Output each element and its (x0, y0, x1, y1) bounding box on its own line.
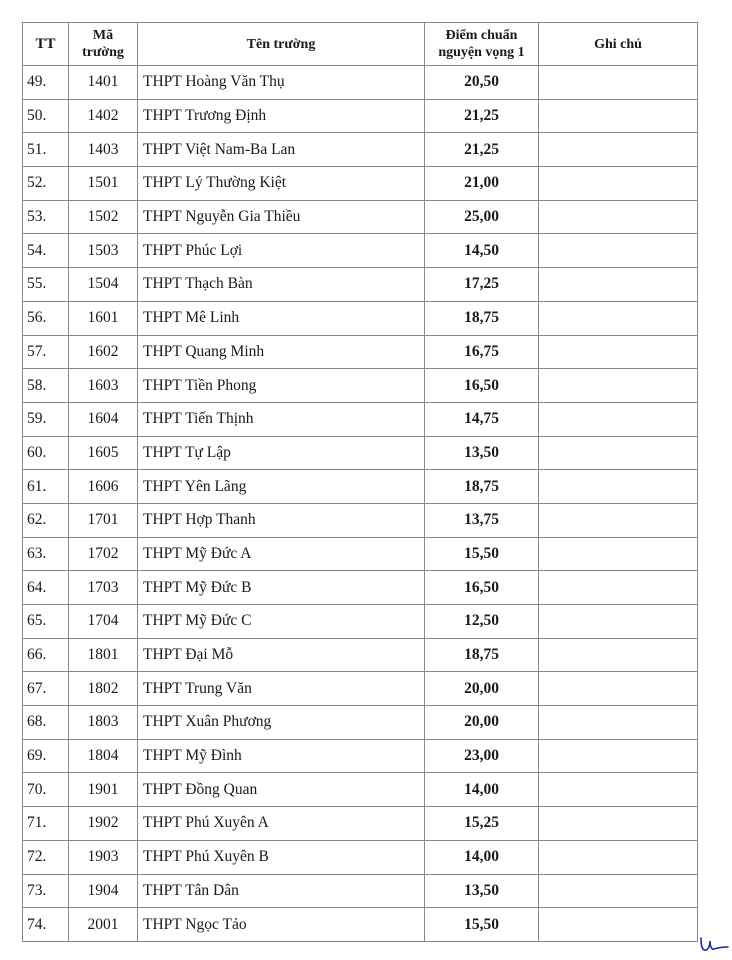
header-tt: TT (23, 23, 69, 66)
table-row (23, 66, 698, 100)
row-note (539, 470, 698, 504)
table-row (23, 470, 698, 504)
row-score: 16,75 (425, 335, 539, 369)
row-school-code: 1901 (69, 773, 138, 807)
row-school-code: 1702 (69, 537, 138, 571)
row-school-name: THPT Hoàng Văn Thụ (138, 66, 425, 100)
row-note (539, 571, 698, 605)
row-note (539, 503, 698, 537)
row-note (539, 908, 698, 942)
row-school-code: 1704 (69, 605, 138, 639)
table-row (23, 537, 698, 571)
row-school-name: THPT Phú Xuyên B (138, 840, 425, 874)
table-header-row (23, 23, 698, 66)
table-row (23, 133, 698, 167)
row-school-code: 1401 (69, 66, 138, 100)
row-school-code: 1701 (69, 503, 138, 537)
row-school-name: THPT Mỹ Đình (138, 739, 425, 773)
signature-mark (698, 933, 730, 955)
row-school-code: 1606 (69, 470, 138, 504)
row-school-code: 1601 (69, 301, 138, 335)
row-tt: 62. (23, 503, 69, 537)
row-note (539, 706, 698, 740)
row-school-code: 1504 (69, 268, 138, 302)
table-body (23, 66, 698, 942)
row-note (539, 840, 698, 874)
header-ghi-chu: Ghi chú (539, 23, 698, 66)
row-score: 13,50 (425, 874, 539, 908)
row-note (539, 167, 698, 201)
row-school-name: THPT Thạch Bàn (138, 268, 425, 302)
row-tt: 53. (23, 200, 69, 234)
row-tt: 73. (23, 874, 69, 908)
row-school-name: THPT Mỹ Đức A (138, 537, 425, 571)
table-row (23, 874, 698, 908)
row-note (539, 739, 698, 773)
header-diem-line2: nguyện vọng 1 (438, 45, 525, 60)
row-school-name: THPT Tiền Phong (138, 369, 425, 403)
row-note (539, 773, 698, 807)
row-score: 23,00 (425, 739, 539, 773)
row-score: 14,00 (425, 773, 539, 807)
row-school-code: 1503 (69, 234, 138, 268)
row-tt: 56. (23, 301, 69, 335)
row-tt: 57. (23, 335, 69, 369)
row-tt: 61. (23, 470, 69, 504)
row-school-name: THPT Tân Dân (138, 874, 425, 908)
row-school-code: 1903 (69, 840, 138, 874)
row-note (539, 234, 698, 268)
row-school-code: 1801 (69, 638, 138, 672)
row-note (539, 807, 698, 841)
row-tt: 71. (23, 807, 69, 841)
row-score: 16,50 (425, 369, 539, 403)
header-ma-truong (69, 23, 138, 66)
row-school-code: 1703 (69, 571, 138, 605)
row-note (539, 436, 698, 470)
row-school-code: 1603 (69, 369, 138, 403)
row-score: 20,50 (425, 66, 539, 100)
table-row (23, 638, 698, 672)
header-ten-truong: Tên trường (138, 23, 425, 66)
row-note (539, 335, 698, 369)
row-school-name: THPT Tiến Thịnh (138, 402, 425, 436)
row-school-code: 1403 (69, 133, 138, 167)
row-tt: 66. (23, 638, 69, 672)
row-school-name: THPT Việt Nam-Ba Lan (138, 133, 425, 167)
row-tt: 51. (23, 133, 69, 167)
row-tt: 52. (23, 167, 69, 201)
row-school-name: THPT Yên Lãng (138, 470, 425, 504)
row-score: 14,50 (425, 234, 539, 268)
row-school-code: 1803 (69, 706, 138, 740)
row-score: 25,00 (425, 200, 539, 234)
row-school-name: THPT Trương Định (138, 99, 425, 133)
row-school-code: 1604 (69, 402, 138, 436)
row-tt: 65. (23, 605, 69, 639)
row-school-name: THPT Mỹ Đức C (138, 605, 425, 639)
row-tt: 59. (23, 402, 69, 436)
row-school-name: THPT Mê Linh (138, 301, 425, 335)
row-score: 16,50 (425, 571, 539, 605)
header-diem-line1: Điểm chuẩn (445, 28, 518, 43)
row-school-name: THPT Tự Lập (138, 436, 425, 470)
row-note (539, 672, 698, 706)
row-tt: 68. (23, 706, 69, 740)
row-school-code: 2001 (69, 908, 138, 942)
row-tt: 58. (23, 369, 69, 403)
row-tt: 60. (23, 436, 69, 470)
table-row (23, 369, 698, 403)
header-ma-truong-line2: trường (82, 45, 124, 60)
row-tt: 64. (23, 571, 69, 605)
admission-score-table (22, 22, 698, 942)
row-score: 12,50 (425, 605, 539, 639)
row-tt: 54. (23, 234, 69, 268)
row-note (539, 369, 698, 403)
row-school-code: 1605 (69, 436, 138, 470)
row-note (539, 402, 698, 436)
row-tt: 74. (23, 908, 69, 942)
table-row (23, 503, 698, 537)
row-school-name: THPT Xuân Phương (138, 706, 425, 740)
row-note (539, 133, 698, 167)
table-row (23, 739, 698, 773)
row-school-code: 1904 (69, 874, 138, 908)
row-school-name: THPT Đại Mỗ (138, 638, 425, 672)
table-row (23, 167, 698, 201)
row-score: 18,75 (425, 638, 539, 672)
header-ma-truong-line1: Mã (92, 28, 114, 43)
row-school-name: THPT Trung Văn (138, 672, 425, 706)
table-row (23, 571, 698, 605)
row-tt: 69. (23, 739, 69, 773)
row-tt: 70. (23, 773, 69, 807)
row-score: 21,25 (425, 99, 539, 133)
table-row (23, 706, 698, 740)
row-score: 21,00 (425, 167, 539, 201)
row-score: 18,75 (425, 470, 539, 504)
table-row (23, 807, 698, 841)
table-row (23, 436, 698, 470)
row-school-name: THPT Phúc Lợi (138, 234, 425, 268)
row-note (539, 99, 698, 133)
row-tt: 72. (23, 840, 69, 874)
row-school-code: 1502 (69, 200, 138, 234)
row-note (539, 605, 698, 639)
row-tt: 67. (23, 672, 69, 706)
row-school-name: THPT Quang Minh (138, 335, 425, 369)
row-school-code: 1501 (69, 167, 138, 201)
row-score: 13,50 (425, 436, 539, 470)
row-school-name: THPT Nguyễn Gia Thiều (138, 200, 425, 234)
table-row (23, 672, 698, 706)
table-row (23, 335, 698, 369)
row-school-name: THPT Mỹ Đức B (138, 571, 425, 605)
row-note (539, 268, 698, 302)
table-row (23, 268, 698, 302)
row-score: 18,75 (425, 301, 539, 335)
row-tt: 49. (23, 66, 69, 100)
row-score: 20,00 (425, 672, 539, 706)
header-diem-chuan (425, 23, 539, 66)
table-row (23, 908, 698, 942)
row-score: 20,00 (425, 706, 539, 740)
row-school-name: THPT Ngọc Tảo (138, 908, 425, 942)
row-tt: 63. (23, 537, 69, 571)
row-note (539, 537, 698, 571)
table-row (23, 200, 698, 234)
row-note (539, 638, 698, 672)
table-row (23, 605, 698, 639)
row-note (539, 874, 698, 908)
table-row (23, 773, 698, 807)
row-school-name: THPT Đồng Quan (138, 773, 425, 807)
row-score: 21,25 (425, 133, 539, 167)
row-school-name: THPT Lý Thường Kiệt (138, 167, 425, 201)
row-note (539, 301, 698, 335)
row-score: 15,50 (425, 537, 539, 571)
row-note (539, 66, 698, 100)
row-school-code: 1804 (69, 739, 138, 773)
row-school-name: THPT Hợp Thanh (138, 503, 425, 537)
table-row (23, 402, 698, 436)
table-row (23, 99, 698, 133)
table-row (23, 840, 698, 874)
row-score: 17,25 (425, 268, 539, 302)
row-score: 15,25 (425, 807, 539, 841)
row-score: 13,75 (425, 503, 539, 537)
row-school-name: THPT Phú Xuyên A (138, 807, 425, 841)
row-score: 14,00 (425, 840, 539, 874)
row-tt: 50. (23, 99, 69, 133)
table-row (23, 234, 698, 268)
row-school-code: 1902 (69, 807, 138, 841)
row-tt: 55. (23, 268, 69, 302)
row-score: 14,75 (425, 402, 539, 436)
row-school-code: 1802 (69, 672, 138, 706)
row-note (539, 200, 698, 234)
table-row (23, 301, 698, 335)
row-school-code: 1402 (69, 99, 138, 133)
row-school-code: 1602 (69, 335, 138, 369)
row-score: 15,50 (425, 908, 539, 942)
